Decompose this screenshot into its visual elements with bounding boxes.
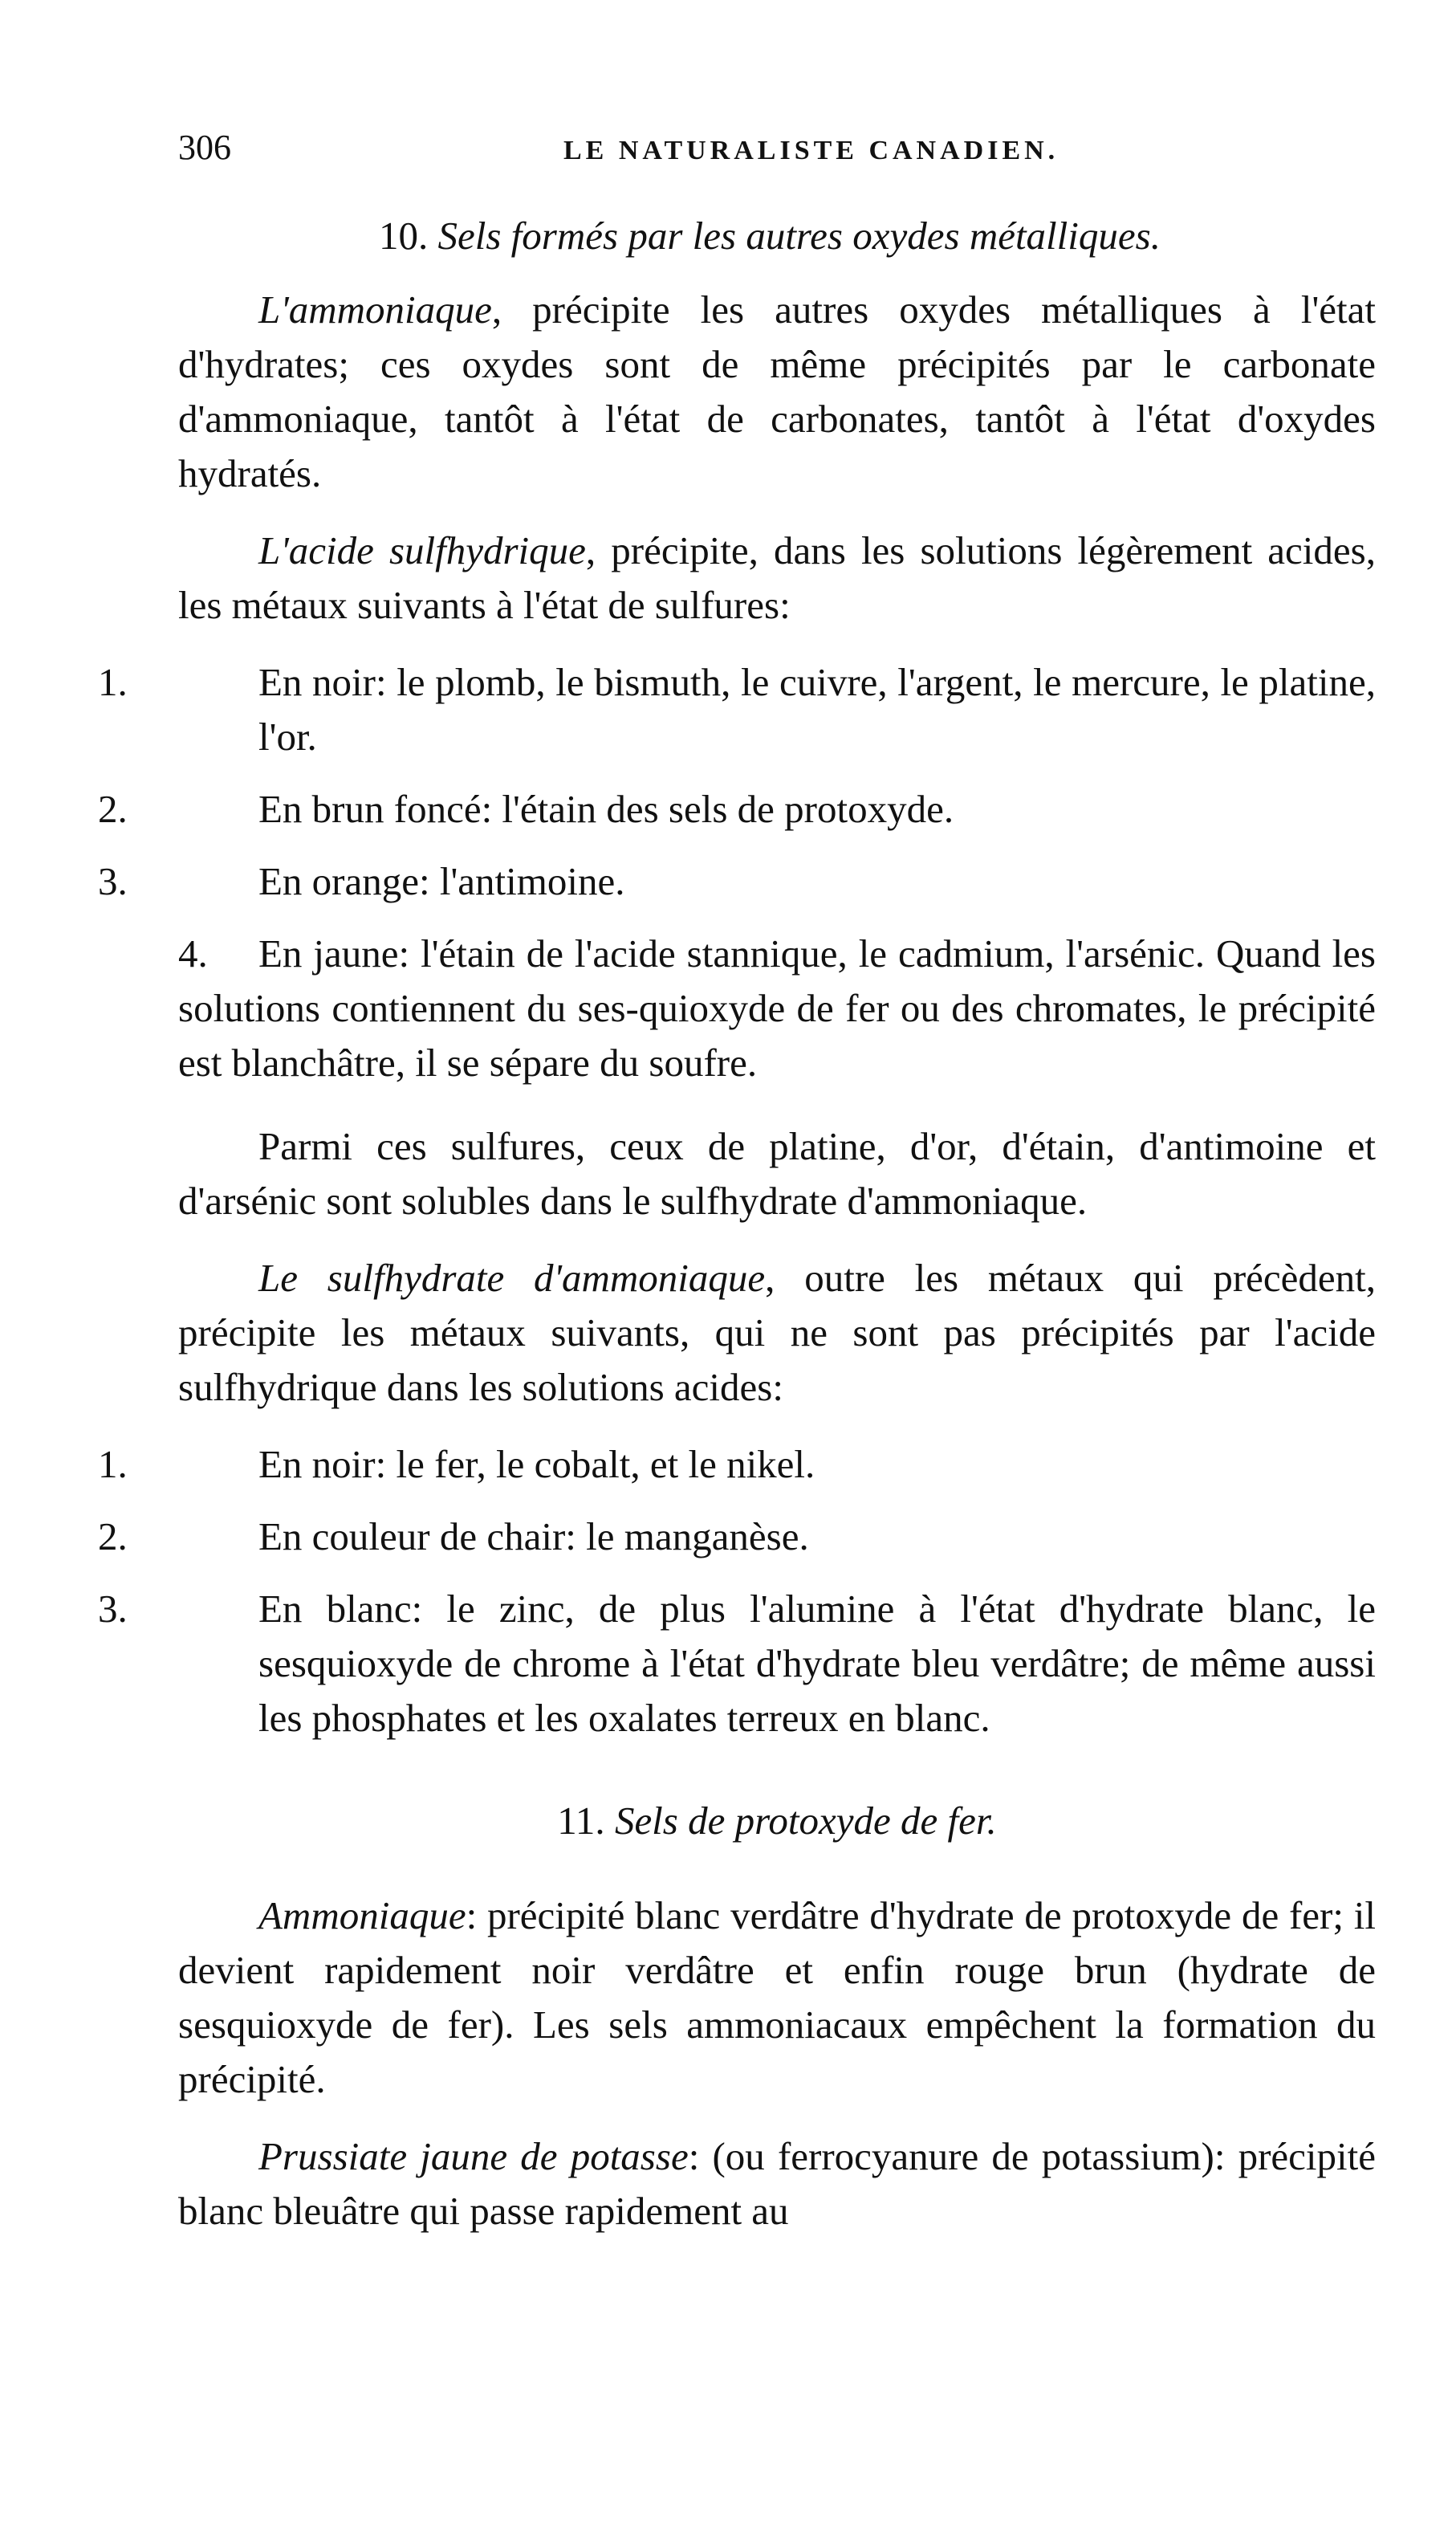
list-item-number: 3. <box>98 859 128 903</box>
page-header <box>178 120 1376 185</box>
list-item-text: En brun foncé: l'étain des sels de protoxyde. <box>258 787 954 831</box>
list-item-text: En blanc: le zinc, de plus l'alumine à l'état d'hydrate blanc, le sesquioxyde de chrome à l'état d'hydrate bleu verdâtre; de même aussi les phosphates et les oxalates terreux en blanc. <box>258 1587 1376 1740</box>
list-item <box>98 854 1376 909</box>
paragraph-text: , outre les métaux qui précèdent, précipite les métaux suivants, qui ne sont pas précipités par l'acide sulfhydrique dans les solutions acides: <box>178 1256 1376 1409</box>
list-item <box>98 1582 1376 1746</box>
list-item-number: 3. <box>98 1587 128 1631</box>
paragraph-acide-sulfhydrique <box>178 523 1376 633</box>
list-item-number: 1. <box>98 660 128 704</box>
section-11-heading <box>178 1794 1376 1848</box>
list-item-number: 1. <box>98 1442 128 1486</box>
page-number: 306 <box>178 128 231 167</box>
running-head: LE NATURALISTE CANADIEN. <box>563 136 1059 165</box>
paragraph-lead: L'acide sulfhydrique <box>258 528 586 572</box>
section-title: Sels formés par les autres oxydes métalliques. <box>437 214 1161 258</box>
paragraph-lead: L'ammoniaque <box>258 287 492 332</box>
section-10-heading <box>178 209 1376 263</box>
paragraph-lead: Ammoniaque <box>258 1893 466 1937</box>
list-item-number: 2. <box>98 787 128 831</box>
paragraph-sulfhydrate <box>178 1251 1376 1415</box>
list-item-text: En orange: l'antimoine. <box>258 859 625 903</box>
paragraph-text: , précipite, dans les solutions légèrement acides, les métaux suivants à l'état de sulfures: <box>178 528 1376 627</box>
section-title: Sels de protoxyde de fer. <box>614 1799 997 1843</box>
paragraph-lead: Le sulfhydrate d'ammoniaque <box>258 1256 766 1300</box>
list-item-number: 2. <box>98 1514 128 1558</box>
metaux-list <box>98 1437 1376 1746</box>
paragraph-text: : (ou ferrocyanure de potassium): précipité blanc bleuâtre qui passe rapidement au <box>178 2134 1376 2233</box>
paragraph-parmi <box>178 1119 1376 1228</box>
paragraph-lead: Prussiate jaune de potasse <box>258 2134 689 2178</box>
list-item <box>98 655 1376 764</box>
sulfures-list <box>98 655 1376 1090</box>
paragraph-text: , précipite les autres oxydes métalliques à l'état d'hydrates; ces oxydes sont de même précipités par le carbonate d'ammoniaque, tantôt à l'état de carbonates, tantôt à l'état d'oxydes hydratés. <box>178 287 1376 495</box>
section-number: 10. <box>379 214 429 258</box>
list-item-text: En jaune: l'étain de l'acide stannique, le cadmium, l'arsénic. Quand les solutions contiennent du ses-quioxyde de fer ou des chromates, le précipité est blanchâtre, il se sépare du soufre. <box>178 931 1376 1085</box>
paragraph-prussiate <box>178 2129 1376 2239</box>
list-item-number: 4. <box>178 931 208 976</box>
list-item <box>178 927 1376 1090</box>
list-item <box>98 782 1376 837</box>
paragraph-text: Parmi ces sulfures, ceux de platine, d'or, d'étain, d'antimoine et d'arsénic sont solubles dans le sulfhydrate d'ammoniaque. <box>178 1124 1376 1223</box>
paragraph-ammoniaque <box>178 283 1376 501</box>
list-item <box>98 1437 1376 1492</box>
paragraph-text: : précipité blanc verdâtre d'hydrate de protoxyde de fer; il devient rapidement noir verdâtre et enfin rouge brun (hydrate de sesquioxyde de fer). Les sels ammoniacaux empêchent la formation du précipité. <box>178 1893 1376 2101</box>
list-item-text: En noir: le plomb, le bismuth, le cuivre, l'argent, le mercure, le platine, l'or. <box>258 660 1376 759</box>
section-number: 11. <box>557 1799 605 1843</box>
list-item-text: En noir: le fer, le cobalt, et le nikel. <box>258 1442 815 1486</box>
paragraph-ammoniaque-fer <box>178 1888 1376 2107</box>
list-item-text: En couleur de chair: le manganèse. <box>258 1514 809 1558</box>
list-item <box>98 1509 1376 1564</box>
